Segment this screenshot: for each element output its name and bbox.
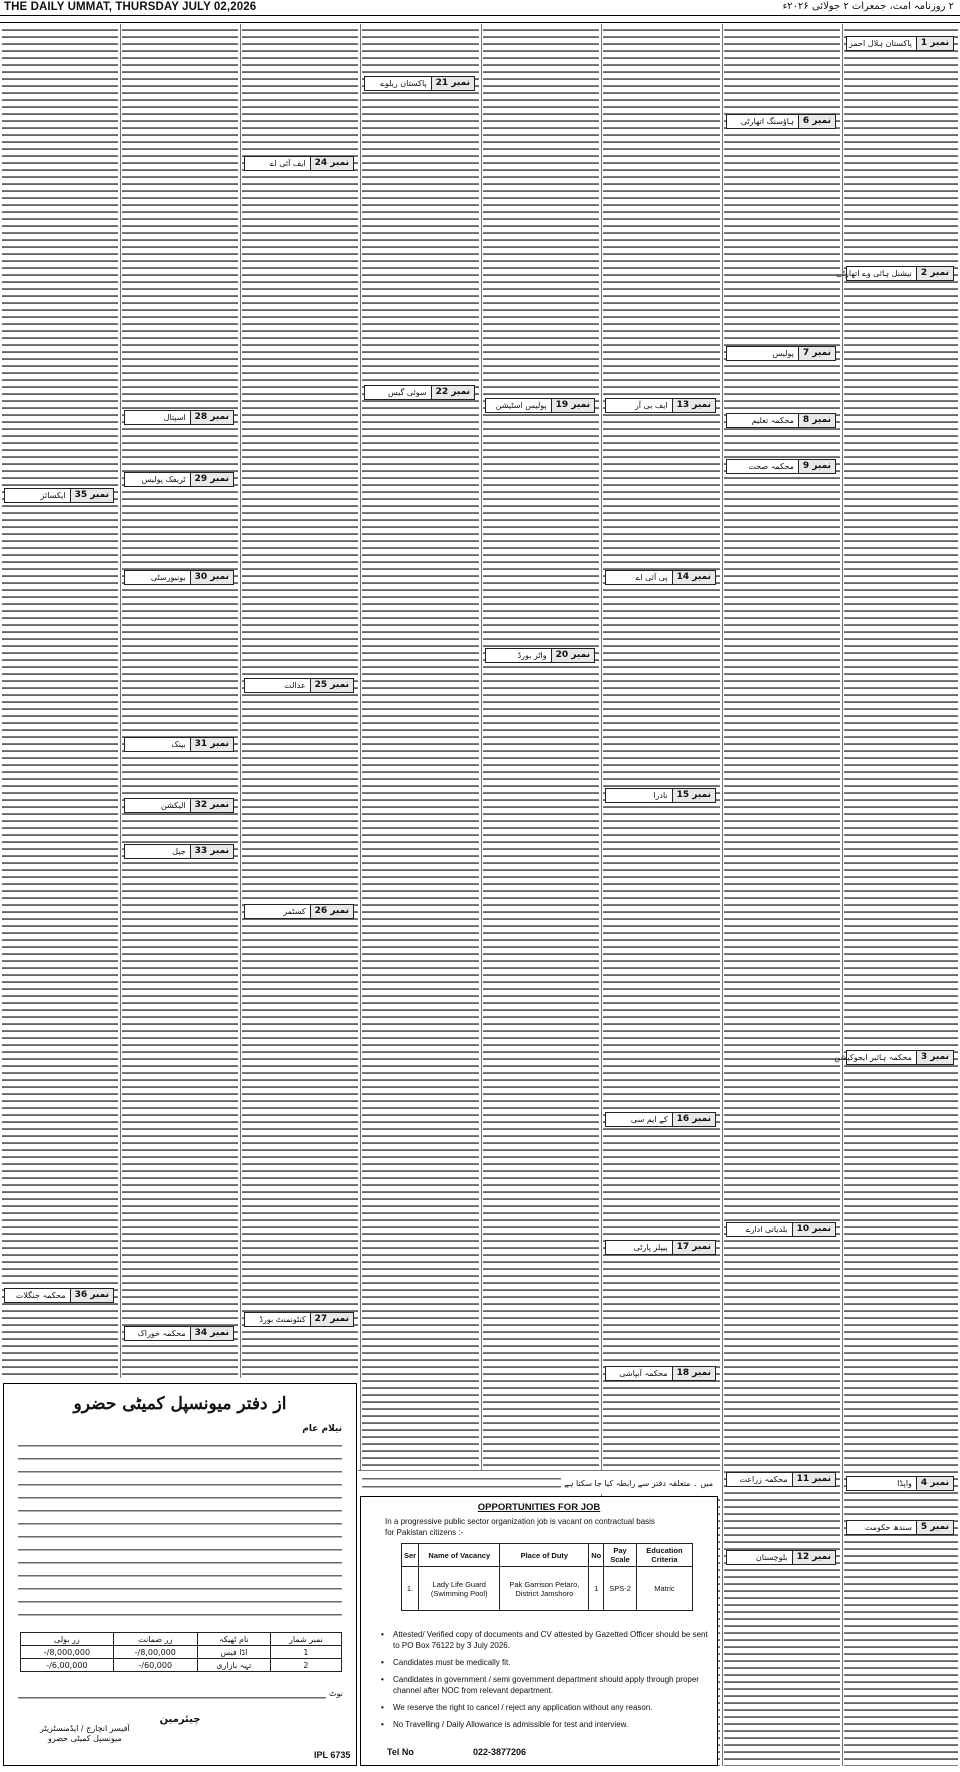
section-heading: نمبر 29 ٹریفک پولیس [124,472,234,487]
table-header: Place of Duty [500,1544,589,1567]
section-heading: نمبر 14 پی آئی اے [605,570,716,585]
section-heading: نمبر 33 جیل [124,844,234,859]
table-cell: تہہ بازاری [197,1659,270,1672]
text-column-1 [844,26,958,1766]
section-heading: نمبر 13 ایف بی آر [605,398,716,413]
text-column-4 [483,26,599,1496]
table-cell: Pak Garrison Petaro, District Jamshoro [500,1567,589,1611]
table-cell: 1 [270,1646,341,1659]
jobs-header-strip [358,1470,720,1494]
vacancy-table [401,1543,693,1611]
section-heading: نمبر 18 محکمہ آبپاشی [605,1366,716,1381]
table-header-row [402,1544,693,1567]
table-header: Education Criteria [636,1544,692,1567]
section-heading: نمبر 11 محکمہ زراعت [726,1472,836,1487]
table-cell: Lady Life Guard (Swimming Pool) [419,1567,500,1611]
ad-caption: نیلام عام [302,1424,342,1434]
section-heading: نمبر 17 پیپلز پارٹی [605,1240,716,1255]
table-cell: Matric [636,1567,692,1611]
jobs-title: OPPORTUNITIES FOR JOB [477,1502,601,1513]
section-heading: نمبر 20 واٹر بورڈ [485,648,595,663]
section-heading: نمبر 25 عدالت [244,678,354,693]
text-column-5 [362,26,479,1470]
table-header: Pay Scale [604,1544,637,1567]
section-heading: نمبر 19 پولیس اسٹیشن [485,398,595,413]
jobs-header-text: میں ۔ متعلقہ دفتر سے رابطہ کیا جا سکتا ہے [561,1478,716,1490]
section-heading: نمبر 30 یونیورسٹی [124,570,234,585]
section-heading: نمبر 24 ایف آئی اے [244,156,354,171]
table-header: Ser [402,1544,419,1567]
table-row [21,1646,342,1659]
section-heading: نمبر 4 واپڈا [846,1476,954,1491]
masthead-urdu: ۲ روزنامہ امت، جمعرات ۲ جولائی ۲۰۲۶ء [782,1,954,12]
section-heading: نمبر 5 سندھ حکومت [846,1520,954,1535]
ad-officer: چیئرمین [159,1714,201,1725]
section-heading: نمبر 34 محکمہ خوراک [124,1326,234,1341]
ad-reference: IPL 6735 [314,1750,351,1760]
section-heading: نمبر 10 بلدیاتی ادارے [726,1222,836,1237]
table-header: زر ضمانت [113,1633,197,1646]
table-cell: 1 [589,1567,604,1611]
table-cell: اڈا فیس [197,1646,270,1659]
section-heading: نمبر 26 کسٹمز [244,904,354,919]
table-cell: 8,00,000/- [113,1646,197,1659]
municipal-committee-ad [3,1383,357,1766]
table-cell: 8,000,000/- [21,1646,114,1659]
ad-signature: آفیسر انچارج / ایڈمنسٹریٹر [40,1724,130,1733]
column-rule [722,24,723,1766]
ad-signature-block [40,1724,130,1744]
section-heading: نمبر 15 نادرا [605,788,716,803]
tel-label: Tel No [387,1747,414,1757]
table-header: No [589,1544,604,1567]
ad-body-text [18,1438,342,1626]
ad-footnote-label: نوٹ [326,1688,346,1700]
column-rule [360,24,361,1470]
section-heading: نمبر 21 پاکستان ریلوے [364,76,475,91]
text-column-6 [242,26,358,1378]
section-heading: نمبر 7 پولیس [726,346,836,361]
ad-signature-org: میونسپل کمیٹی حضرو [47,1734,122,1743]
auction-table [20,1632,342,1672]
table-cell: 2 [270,1659,341,1672]
ad-footnote [18,1694,342,1704]
section-heading: نمبر 2 نیشنل ہائی وے اتھارٹی [846,266,954,281]
section-heading: نمبر 1 پاکستان ہلال احمر [846,36,954,51]
table-row [402,1567,693,1611]
list-item: • No Travelling / Daily Allowance is admissible for test and interview. [381,1719,711,1730]
table-header: زر بولی [21,1633,114,1646]
section-heading: نمبر 9 محکمہ صحت [726,459,836,474]
list-item: • We reserve the right to cancel / reject any application without any reason. [381,1702,711,1713]
section-heading: نمبر 35 ایکسائز [4,488,114,503]
tel-number: 022-3877206 [473,1747,527,1757]
column-rule [842,24,843,1766]
section-heading: نمبر 36 محکمہ جنگلات [4,1288,114,1303]
list-item: • Candidates must be medically fit. [381,1657,711,1668]
ad-title: از دفتر میونسپل کمیٹی حضرو [73,1394,287,1414]
masthead [0,0,960,16]
text-column-7 [122,26,238,1378]
section-heading: نمبر 12 بلوچستان [726,1550,836,1565]
section-heading: نمبر 6 ہاؤسنگ اتھارٹی [726,114,836,129]
section-heading: نمبر 32 الیکشن [124,798,234,813]
table-cell: 1. [402,1567,419,1611]
column-rule [120,24,121,1378]
jobs-notes [381,1629,711,1736]
section-heading: نمبر 31 بینک [124,737,234,752]
table-header: نام ٹھیکہ [197,1633,270,1646]
table-header: Name of Vacancy [419,1544,500,1567]
table-row [21,1659,342,1672]
masthead-date: THE DAILY UMMAT, THURSDAY JULY 02,2026 [4,1,257,13]
section-heading: نمبر 22 سوئی گیس [364,385,475,400]
text-column-8 [2,26,118,1378]
section-heading: نمبر 27 کنٹونمنٹ بورڈ [244,1312,354,1327]
top-rule [0,18,960,23]
section-heading: نمبر 16 کے ایم سی [605,1112,716,1127]
section-heading: نمبر 3 محکمہ ہائیر ایجوکیشن [846,1050,954,1065]
table-header: نمبر شمار [270,1633,341,1646]
table-cell: 60,000/- [113,1659,197,1672]
section-heading: نمبر 28 اسپتال [124,410,234,425]
list-item: • Candidates in government / semi government department should apply through proper channel after NOC from relevant department. [381,1674,711,1696]
table-header-row [21,1633,342,1646]
table-cell: SPS-2 [604,1567,637,1611]
table-cell: 6,00,000/- [21,1659,114,1672]
section-heading: نمبر 8 محکمہ تعلیم [726,413,836,428]
jobs-ad [360,1496,718,1766]
column-rule [240,24,241,1378]
jobs-intro: In a progressive public sector organization job is vacant on contractual basis for Pakistan citizens :- [385,1517,655,1537]
text-column-2 [724,26,840,1766]
column-rule [481,24,482,1494]
list-item: • Attested/ Verified copy of documents and CV attested by Gazetted Officer should be sent to PO Box 76122 by 3 July 2026. [381,1629,711,1651]
